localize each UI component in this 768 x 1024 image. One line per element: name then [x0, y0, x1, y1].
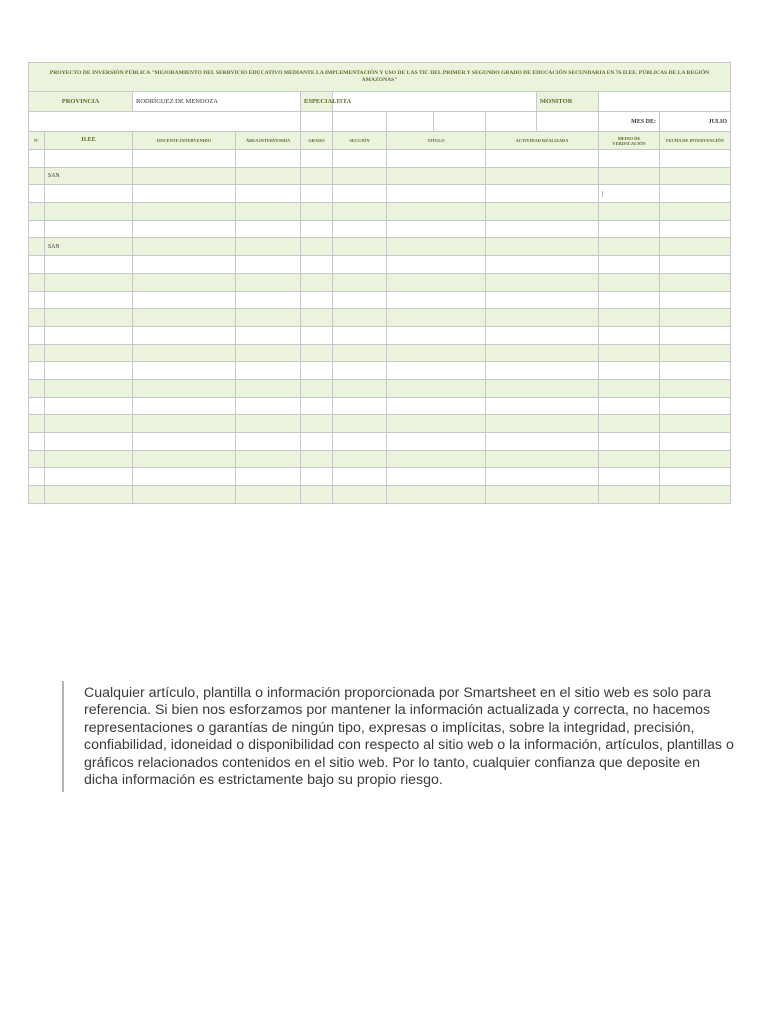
cell-iiee[interactable]: [45, 203, 133, 221]
cell-seccion[interactable]: [333, 468, 387, 486]
table-row: [29, 150, 731, 168]
col-header-medio: MEDIO DE VERIFICACIÓN: [599, 132, 660, 150]
cell-docente[interactable]: [133, 167, 236, 185]
cell-fecha[interactable]: [660, 450, 731, 468]
cell-titulo[interactable]: [387, 185, 486, 203]
cell-titulo[interactable]: [387, 344, 486, 362]
cell-docente[interactable]: [133, 450, 236, 468]
cell-medio[interactable]: [599, 238, 660, 256]
cell-iiee[interactable]: [45, 185, 133, 203]
col-header-actividad: ACTIVIDAD REALIZADA: [486, 132, 599, 150]
cell-fecha[interactable]: [660, 397, 731, 415]
cell-titulo[interactable]: [387, 326, 486, 344]
cell-iiee[interactable]: [45, 291, 133, 309]
cell-area[interactable]: [236, 238, 301, 256]
cell-iiee[interactable]: [45, 450, 133, 468]
cell-titulo[interactable]: [387, 450, 486, 468]
mes-value[interactable]: JULIO: [660, 112, 731, 132]
cell-titulo[interactable]: [387, 397, 486, 415]
cell-num[interactable]: [29, 344, 45, 362]
cell-num[interactable]: [29, 273, 45, 291]
cell-medio[interactable]: [599, 273, 660, 291]
cell-medio[interactable]: [599, 362, 660, 380]
cell-seccion[interactable]: [333, 362, 387, 380]
cell-iiee[interactable]: SAN: [45, 238, 133, 256]
disclaimer-text: Cualquier artículo, plantilla o información proporcionada por Smartsheet en el sitio web es solo para referencia. Si bien nos esforzamos por mantener la información actualizada y correcta, no hacemos representaciones o garantías de ningún tipo, expresas o implícitas, sobre la integridad, precisión, confiabilidad, idoneidad o disponibilidad con respecto al sitio web o la información, artículos, plantillas o gráficos relacionados contenidos en el sitio web. Por lo tanto, cualquier confianza que deposite en dicha información es estrictamente bajo su propio riesgo.: [84, 685, 734, 789]
table-row: [29, 486, 731, 504]
cell-grado[interactable]: [301, 397, 333, 415]
cell-grado[interactable]: [301, 273, 333, 291]
provincia-value[interactable]: RODRÍGUEZ DE MENDOZA: [133, 92, 301, 112]
cell-medio[interactable]: [599, 468, 660, 486]
cell-seccion[interactable]: [333, 309, 387, 327]
cell-actividad[interactable]: [486, 486, 599, 504]
cell-medio[interactable]: [599, 450, 660, 468]
cell-grado[interactable]: [301, 256, 333, 274]
cell-actividad[interactable]: [486, 256, 599, 274]
cell-actividad[interactable]: [486, 203, 599, 221]
cell-fecha[interactable]: [660, 220, 731, 238]
cell-medio[interactable]: [599, 433, 660, 451]
cell-docente[interactable]: [133, 486, 236, 504]
cell-seccion[interactable]: [333, 379, 387, 397]
table-row: [29, 291, 731, 309]
cell-medio[interactable]: [599, 203, 660, 221]
cell-medio[interactable]: [599, 256, 660, 274]
report-table: [28, 62, 731, 504]
cell-actividad[interactable]: [486, 309, 599, 327]
blank-cell: [434, 112, 486, 132]
cell-seccion[interactable]: [333, 433, 387, 451]
cell-fecha[interactable]: [660, 415, 731, 433]
cell-area[interactable]: [236, 433, 301, 451]
cell-fecha[interactable]: [660, 486, 731, 504]
cell-iiee[interactable]: [45, 433, 133, 451]
table-row: [29, 344, 731, 362]
cell-titulo[interactable]: [387, 150, 486, 168]
cell-num[interactable]: [29, 203, 45, 221]
cell-area[interactable]: [236, 344, 301, 362]
cell-num[interactable]: [29, 468, 45, 486]
table-row: [29, 468, 731, 486]
blank-cell: [333, 112, 387, 132]
cell-fecha[interactable]: [660, 433, 731, 451]
cell-seccion[interactable]: [333, 167, 387, 185]
cell-seccion[interactable]: [333, 326, 387, 344]
cell-area[interactable]: [236, 486, 301, 504]
table-row: [29, 415, 731, 433]
cell-num[interactable]: [29, 238, 45, 256]
table-row: [29, 309, 731, 327]
cell-num[interactable]: [29, 326, 45, 344]
col-header-fecha: FECHA DE INTERVENCIÓN: [660, 132, 731, 150]
cell-titulo[interactable]: [387, 468, 486, 486]
cell-medio[interactable]: [599, 486, 660, 504]
cell-area[interactable]: [236, 256, 301, 274]
col-header-grado: GRADO: [301, 132, 333, 150]
cell-area[interactable]: [236, 291, 301, 309]
cell-actividad[interactable]: [486, 397, 599, 415]
cell-titulo[interactable]: [387, 167, 486, 185]
cell-medio[interactable]: [599, 150, 660, 168]
cell-iiee[interactable]: [45, 397, 133, 415]
cell-num[interactable]: [29, 167, 45, 185]
cell-titulo[interactable]: [387, 415, 486, 433]
cell-iiee[interactable]: [45, 273, 133, 291]
cell-docente[interactable]: [133, 415, 236, 433]
table-row: [29, 433, 731, 451]
cell-titulo[interactable]: [387, 220, 486, 238]
cell-seccion[interactable]: [333, 256, 387, 274]
cell-area[interactable]: [236, 326, 301, 344]
cell-grado[interactable]: [301, 238, 333, 256]
cell-docente[interactable]: [133, 468, 236, 486]
cell-actividad[interactable]: [486, 433, 599, 451]
cell-medio[interactable]: [599, 185, 660, 203]
cell-iiee[interactable]: [45, 415, 133, 433]
cell-actividad[interactable]: [486, 167, 599, 185]
cell-area[interactable]: [236, 397, 301, 415]
col-header-area: ÁREA INTERVENIDA: [236, 132, 301, 150]
cell-seccion[interactable]: [333, 344, 387, 362]
table-row: [29, 185, 731, 203]
cell-actividad[interactable]: [486, 415, 599, 433]
cell-iiee[interactable]: [45, 309, 133, 327]
table-row: [29, 397, 731, 415]
cell-num[interactable]: [29, 309, 45, 327]
cell-seccion[interactable]: [333, 486, 387, 504]
cell-grado[interactable]: [301, 433, 333, 451]
cell-iiee[interactable]: [45, 220, 133, 238]
blank-cell: [486, 112, 537, 132]
cell-docente[interactable]: [133, 203, 236, 221]
cell-num[interactable]: [29, 433, 45, 451]
table-row: [29, 326, 731, 344]
cell-docente[interactable]: [133, 433, 236, 451]
cell-medio[interactable]: [599, 379, 660, 397]
cell-titulo[interactable]: [387, 291, 486, 309]
cell-num[interactable]: [29, 397, 45, 415]
cell-docente[interactable]: [133, 220, 236, 238]
cell-num[interactable]: [29, 150, 45, 168]
table-row: [29, 203, 731, 221]
cell-iiee[interactable]: [45, 256, 133, 274]
col-header-iiee: II.EE: [45, 132, 133, 150]
cell-fecha[interactable]: [660, 291, 731, 309]
cell-docente[interactable]: [133, 150, 236, 168]
cell-grado[interactable]: [301, 185, 333, 203]
cell-docente[interactable]: [133, 273, 236, 291]
table-row: [29, 379, 731, 397]
cell-titulo[interactable]: [387, 273, 486, 291]
cell-fecha[interactable]: [660, 185, 731, 203]
cell-medio[interactable]: [599, 397, 660, 415]
cell-fecha[interactable]: [660, 203, 731, 221]
cell-actividad[interactable]: [486, 273, 599, 291]
cell-titulo[interactable]: [387, 362, 486, 380]
col-header-docente: DOCENTE INTERVENIDO: [133, 132, 236, 150]
text-cursor-icon: [602, 191, 603, 197]
cell-fecha[interactable]: [660, 326, 731, 344]
cell-num[interactable]: [29, 486, 45, 504]
table-row: [29, 273, 731, 291]
cell-fecha[interactable]: [660, 238, 731, 256]
cell-grado[interactable]: [301, 150, 333, 168]
cell-grado[interactable]: [301, 468, 333, 486]
cell-num[interactable]: [29, 379, 45, 397]
cell-medio[interactable]: [599, 309, 660, 327]
cell-grado[interactable]: [301, 203, 333, 221]
cell-iiee[interactable]: [45, 486, 133, 504]
cell-iiee[interactable]: [45, 468, 133, 486]
cell-titulo[interactable]: [387, 309, 486, 327]
cell-actividad[interactable]: [486, 450, 599, 468]
col-header-num: N°: [29, 132, 45, 150]
cell-iiee[interactable]: [45, 326, 133, 344]
especialista-value[interactable]: [333, 92, 537, 112]
cell-titulo[interactable]: [387, 203, 486, 221]
cell-iiee[interactable]: [45, 150, 133, 168]
cell-seccion[interactable]: [333, 238, 387, 256]
cell-actividad[interactable]: [486, 220, 599, 238]
cell-actividad[interactable]: [486, 379, 599, 397]
cell-area[interactable]: [236, 203, 301, 221]
cell-actividad[interactable]: [486, 238, 599, 256]
cell-fecha[interactable]: [660, 167, 731, 185]
cell-titulo[interactable]: [387, 379, 486, 397]
cell-area[interactable]: [236, 450, 301, 468]
cell-docente[interactable]: [133, 379, 236, 397]
cell-grado[interactable]: [301, 415, 333, 433]
cell-fecha[interactable]: [660, 150, 731, 168]
cell-grado[interactable]: [301, 344, 333, 362]
blank-cell: [301, 112, 333, 132]
table-row: [29, 256, 731, 274]
cell-area[interactable]: [236, 220, 301, 238]
blank-cell: [387, 112, 434, 132]
cell-area[interactable]: [236, 167, 301, 185]
cell-medio[interactable]: [599, 291, 660, 309]
cell-fecha[interactable]: [660, 273, 731, 291]
cell-seccion[interactable]: [333, 203, 387, 221]
cell-fecha[interactable]: [660, 468, 731, 486]
monitor-label: MONITOR: [537, 92, 599, 112]
cell-docente[interactable]: [133, 326, 236, 344]
cell-docente[interactable]: [133, 344, 236, 362]
table-row: [29, 450, 731, 468]
cell-docente[interactable]: [133, 362, 236, 380]
cell-docente[interactable]: [133, 238, 236, 256]
cell-area[interactable]: [236, 468, 301, 486]
disclaimer-block: [62, 681, 734, 792]
cell-grado[interactable]: [301, 486, 333, 504]
cell-actividad[interactable]: [486, 468, 599, 486]
cell-area[interactable]: [236, 362, 301, 380]
mes-label: MES DE:: [599, 112, 660, 132]
cell-medio[interactable]: [599, 167, 660, 185]
cell-num[interactable]: [29, 256, 45, 274]
col-header-titulo: TITULO: [387, 132, 486, 150]
cell-num[interactable]: [29, 185, 45, 203]
cell-seccion[interactable]: [333, 273, 387, 291]
cell-area[interactable]: [236, 415, 301, 433]
cell-num[interactable]: [29, 291, 45, 309]
cell-num[interactable]: [29, 362, 45, 380]
cell-docente[interactable]: [133, 291, 236, 309]
col-header-seccion: SECCIÓN: [333, 132, 387, 150]
cell-area[interactable]: [236, 185, 301, 203]
cell-seccion[interactable]: [333, 150, 387, 168]
cell-docente[interactable]: [133, 185, 236, 203]
cell-fecha[interactable]: [660, 362, 731, 380]
cell-actividad[interactable]: [486, 291, 599, 309]
cell-actividad[interactable]: [486, 185, 599, 203]
monitor-value[interactable]: [599, 92, 731, 112]
cell-grado[interactable]: [301, 362, 333, 380]
cell-actividad[interactable]: [486, 362, 599, 380]
cell-grado[interactable]: [301, 220, 333, 238]
cell-grado[interactable]: [301, 450, 333, 468]
cell-fecha[interactable]: [660, 256, 731, 274]
cell-medio[interactable]: [599, 344, 660, 362]
cell-iiee[interactable]: [45, 344, 133, 362]
cell-seccion[interactable]: [333, 220, 387, 238]
cell-fecha[interactable]: [660, 379, 731, 397]
cell-actividad[interactable]: [486, 326, 599, 344]
blank-cell: [29, 112, 301, 132]
cell-grado[interactable]: [301, 291, 333, 309]
cell-num[interactable]: [29, 450, 45, 468]
cell-titulo[interactable]: [387, 486, 486, 504]
cell-seccion[interactable]: [333, 415, 387, 433]
cell-area[interactable]: [236, 309, 301, 327]
cell-grado[interactable]: [301, 326, 333, 344]
cell-titulo[interactable]: [387, 433, 486, 451]
cell-grado[interactable]: [301, 379, 333, 397]
cell-fecha[interactable]: [660, 344, 731, 362]
especialista-label: ESPECIALISTA: [301, 92, 333, 112]
cell-seccion[interactable]: [333, 450, 387, 468]
cell-actividad[interactable]: [486, 344, 599, 362]
cell-area[interactable]: [236, 150, 301, 168]
cell-titulo[interactable]: [387, 238, 486, 256]
table-row: [29, 220, 731, 238]
cell-seccion[interactable]: [333, 185, 387, 203]
cell-actividad[interactable]: [486, 150, 599, 168]
cell-medio[interactable]: [599, 220, 660, 238]
table-row: [29, 362, 731, 380]
cell-area[interactable]: [236, 379, 301, 397]
table-row: [29, 167, 731, 185]
cell-grado[interactable]: [301, 167, 333, 185]
cell-iiee[interactable]: [45, 362, 133, 380]
cell-num[interactable]: [29, 415, 45, 433]
table-row: [29, 238, 731, 256]
cell-titulo[interactable]: [387, 256, 486, 274]
cell-iiee[interactable]: SAN: [45, 167, 133, 185]
cell-area[interactable]: [236, 273, 301, 291]
blank-cell: [537, 112, 599, 132]
cell-num[interactable]: [29, 220, 45, 238]
cell-medio[interactable]: [599, 326, 660, 344]
cell-docente[interactable]: [133, 256, 236, 274]
cell-seccion[interactable]: [333, 291, 387, 309]
cell-docente[interactable]: [133, 309, 236, 327]
cell-medio[interactable]: [599, 415, 660, 433]
cell-fecha[interactable]: [660, 309, 731, 327]
provincia-label: PROVINCIA: [29, 92, 133, 112]
cell-grado[interactable]: [301, 309, 333, 327]
project-title: PROYECTO DE INVERSIÓN PÚBLICA "MEJORAMIENTO DEL SERRVICIO EDUCATIVO MEDIANTE LA IMPLEMENTACIÓN Y USO DE LAS TIC DEL PRIMER Y SEGUNDO GRADO DE EDUCACIÓN SECUNDARIA EN 76 II.EE. PÚBLICAS DE LA REGIÓN AMAZONAS": [29, 63, 731, 92]
cell-docente[interactable]: [133, 397, 236, 415]
cell-seccion[interactable]: [333, 397, 387, 415]
cell-iiee[interactable]: [45, 379, 133, 397]
